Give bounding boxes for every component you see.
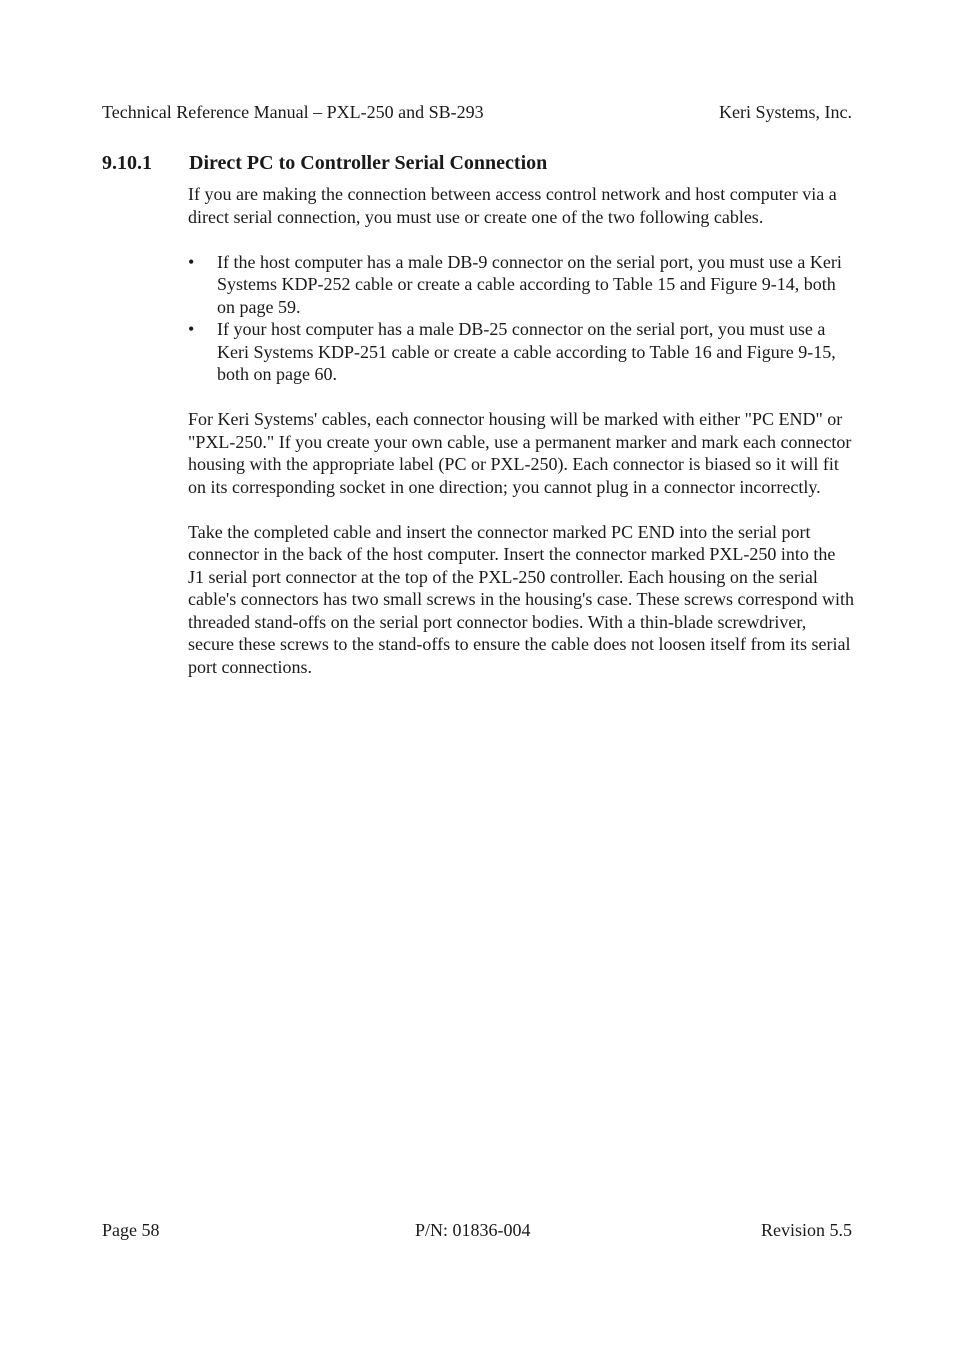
list-item-text: If your host computer has a male DB-25 connector on the serial port, you must use a Keri Systems KDP-251 cable or create a cable according to Table 16 and Figure 9-15, both on page 60. <box>217 319 836 384</box>
list-item <box>188 251 854 319</box>
marking-paragraph: For Keri Systems' cables, each connector housing will be marked with either "PC END" or "PXL-250." If you create your own cable, use a permanent marker and mark each connector housing with the appropriate label (PC or PXL-250). Each connector is biased so it will fit on its corresponding socket in one direction; you cannot plug in a connector incorrectly. <box>188 409 852 497</box>
list-item <box>188 318 854 386</box>
page-footer <box>102 1219 852 1243</box>
header-title: Technical Reference Manual – PXL-250 and SB-293 <box>102 102 484 122</box>
cable-options-list <box>188 251 854 386</box>
install-paragraph: Take the completed cable and insert the connector marked PC END into the serial port connector in the back of the host computer. Insert the connector marked PXL-250 into the J1 serial port connector at the top of the PXL-250 controller. Each housing on the serial cable's connectors has two small screws in the housing's case. These screws correspond with threaded stand-offs on the serial port connector bodies. With a thin-blade screwdriver, secure these screws to the stand-offs to ensure the cable does not loosen itself from its serial port connections. <box>188 521 854 677</box>
section-title: Direct PC to Controller Serial Connection <box>189 152 548 174</box>
section-number: 9.10.1 <box>102 152 152 174</box>
section-body <box>188 183 854 701</box>
intro-paragraph: If you are making the connection between access control network and host computer via a direct serial connection, you must use or create one of the two following cables. <box>188 184 837 227</box>
bullet-marker: • <box>188 251 195 272</box>
page-number: Page 58 <box>102 1220 160 1240</box>
list-item-text: If the host computer has a male DB-9 connector on the serial port, you must use a Keri Systems KDP-252 cable or create a cable according to Table 15 and Figure 9-14, both on page 59. <box>217 251 842 317</box>
bullet-marker: • <box>188 319 195 339</box>
revision-label: Revision 5.5 <box>760 1220 852 1240</box>
part-number: P/N: 01836-004 <box>415 1220 531 1240</box>
page-header <box>102 101 852 125</box>
section-heading <box>102 150 862 176</box>
header-company: Keri Systems, Inc. <box>719 102 852 122</box>
